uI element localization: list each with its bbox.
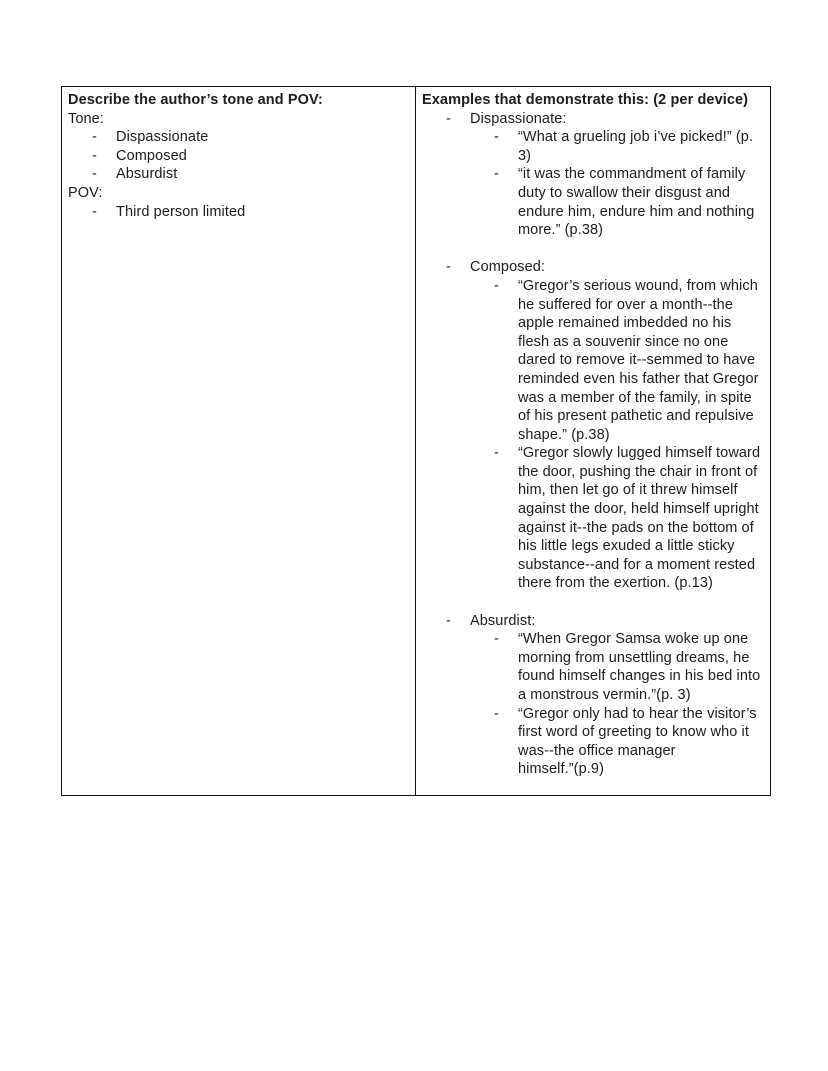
dash-bullet: - xyxy=(494,631,499,648)
quote-text: “What a grueling job i’ve picked!” (p. 3) xyxy=(518,129,754,164)
list-item xyxy=(422,110,762,129)
dash-bullet: - xyxy=(494,277,499,294)
list-item-label: Composed xyxy=(116,147,187,164)
example-group-absurdist xyxy=(422,612,762,779)
list-item xyxy=(422,258,762,277)
tone-pov-cell xyxy=(62,87,416,795)
left-cell-header: Describe the author’s tone and POV: xyxy=(68,92,323,108)
list-item xyxy=(68,147,407,166)
dash-bullet: - xyxy=(494,129,499,146)
list-item xyxy=(68,203,407,222)
quote-text: “When Gregor Samsa woke up one morning from unsettling dreams, he found himself changes in his bed into a monstrous vermin.”(p. 3) xyxy=(518,631,761,703)
quote-item xyxy=(422,165,762,239)
quote-text: “Gregor’s serious wound, from which he suffered for over a month--the apple remained imbedded no his flesh as a souvenir since no one dared to remove it--semmed to have reminded even his father that Gregor was a member of the family, in spite of his present pathetic and repulsive shape.” (p.38) xyxy=(518,277,759,443)
quote-item xyxy=(422,444,762,593)
quote-text: “Gregor only had to hear the visitor’s first word of greeting to know who it was--the office manager himself.”(p.9) xyxy=(518,705,757,778)
dash-bullet: - xyxy=(446,612,451,629)
dash-bullet: - xyxy=(494,445,499,462)
dash-bullet: - xyxy=(92,203,97,220)
list-item-label: Absurdist xyxy=(116,166,178,183)
device-label: Absurdist: xyxy=(470,612,536,629)
dash-bullet: - xyxy=(92,166,97,183)
example-group-dispassionate xyxy=(422,110,762,240)
tone-label: Tone: xyxy=(68,110,104,127)
dash-bullet: - xyxy=(92,129,97,146)
list-item-label: Dispassionate xyxy=(116,129,209,146)
quote-item xyxy=(422,128,762,165)
dash-bullet: - xyxy=(494,166,499,183)
quote-item xyxy=(422,705,762,779)
dash-bullet: - xyxy=(446,110,451,127)
device-label: Composed: xyxy=(470,259,546,276)
right-cell-header: Examples that demonstrate this: (2 per device) xyxy=(422,92,749,108)
quote-item xyxy=(422,277,762,444)
list-item xyxy=(68,165,407,184)
quote-item xyxy=(422,630,762,704)
examples-cell xyxy=(416,87,770,795)
tone-pov-table xyxy=(61,86,771,796)
quote-text: “Gregor slowly lugged himself toward the door, pushing the chair in front of him, then let go of it threw himself against the door, held himself upright against it--the pads on the bottom of his little legs exuded a little sticky substance--and for a moment rested there from the exertion. (p.13) xyxy=(518,445,761,592)
example-group-composed xyxy=(422,258,762,593)
list-item xyxy=(422,612,762,631)
dash-bullet: - xyxy=(92,147,97,164)
list-item xyxy=(68,128,407,147)
dash-bullet: - xyxy=(446,259,451,276)
device-label: Dispassionate: xyxy=(470,110,567,127)
pov-label: POV: xyxy=(68,184,103,201)
quote-text: “it was the commandment of family duty to swallow their disgust and endure him, endure him and nothing more.” (p.38) xyxy=(518,166,755,239)
dash-bullet: - xyxy=(494,705,499,722)
list-item-label: Third person limited xyxy=(116,203,246,220)
